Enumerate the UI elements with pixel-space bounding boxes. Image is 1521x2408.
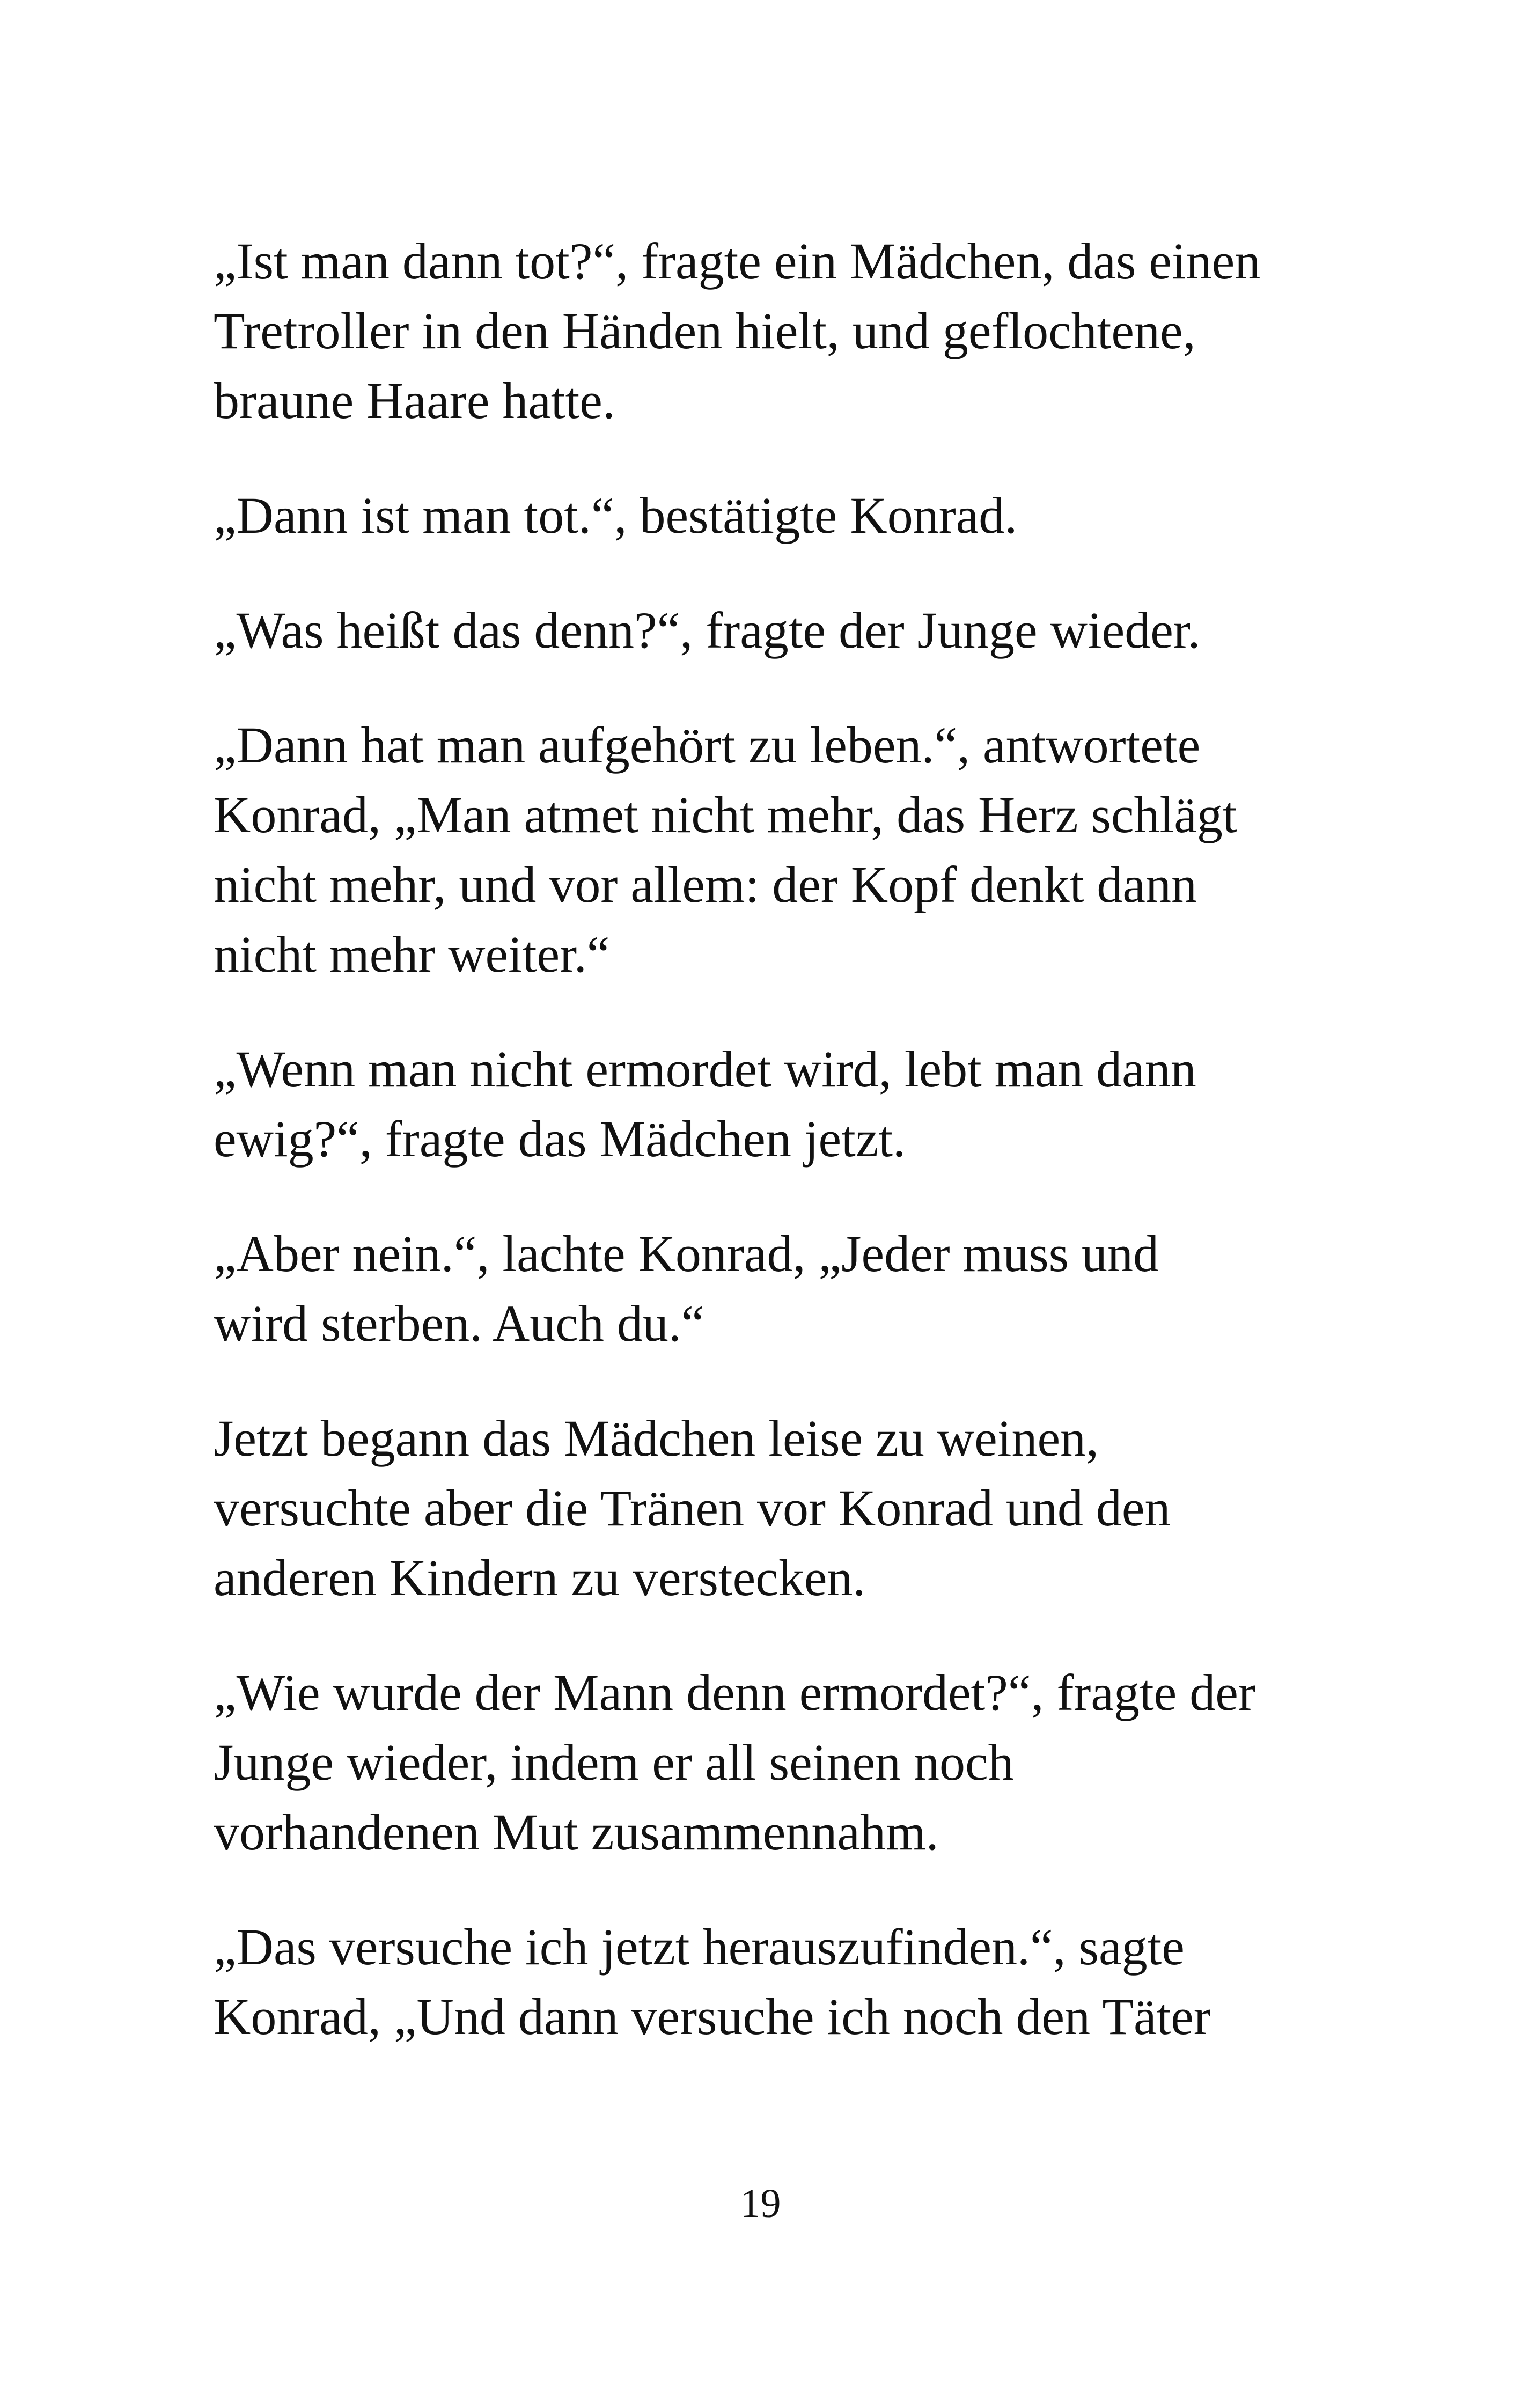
- paragraph-4: „Dann hat man aufgehört zu leben.“, antwortete Konrad, „Man atmet nicht mehr, das Herz schlägt nicht mehr, und vor allem: der Kopf denkt dann nicht mehr weiter.“: [214, 716, 1237, 983]
- paragraph-1: „Ist man dann tot?“, fragte ein Mädchen, das einen Tretroller in den Händen hielt, und geflochtene, braune Haare hatte.: [214, 232, 1261, 429]
- paragraph-2: „Dann ist man tot.“, bestätigte Konrad.: [214, 487, 1018, 544]
- paragraph-9: „Das versuche ich jetzt herauszufinden.“, sagte Konrad, „Und dann versuche ich noch den Täter: [214, 1918, 1211, 2045]
- paragraph-5: „Wenn man nicht ermordet wird, lebt man dann ewig?“, fragte das Mädchen jetzt.: [214, 1040, 1196, 1168]
- paragraph-6: „Aber nein.“, lachte Konrad, „Jeder muss und wird sterben. Auch du.“: [214, 1225, 1159, 1352]
- paragraph-3: „Was heißt das denn?“, fragte der Junge wieder.: [214, 601, 1201, 659]
- paragraph-7: Jetzt begann das Mädchen leise zu weinen, versuchte aber die Tränen vor Konrad und den anderen Kindern zu verstecken.: [214, 1409, 1171, 1606]
- body-text: [214, 226, 1340, 2052]
- paragraph-8: „Wie wurde der Mann denn ermordet?“, fragte der Junge wieder, indem er all seinen noch vorhandenen Mut zusammennahm.: [214, 1664, 1255, 1861]
- page-number: 19: [740, 2181, 781, 2226]
